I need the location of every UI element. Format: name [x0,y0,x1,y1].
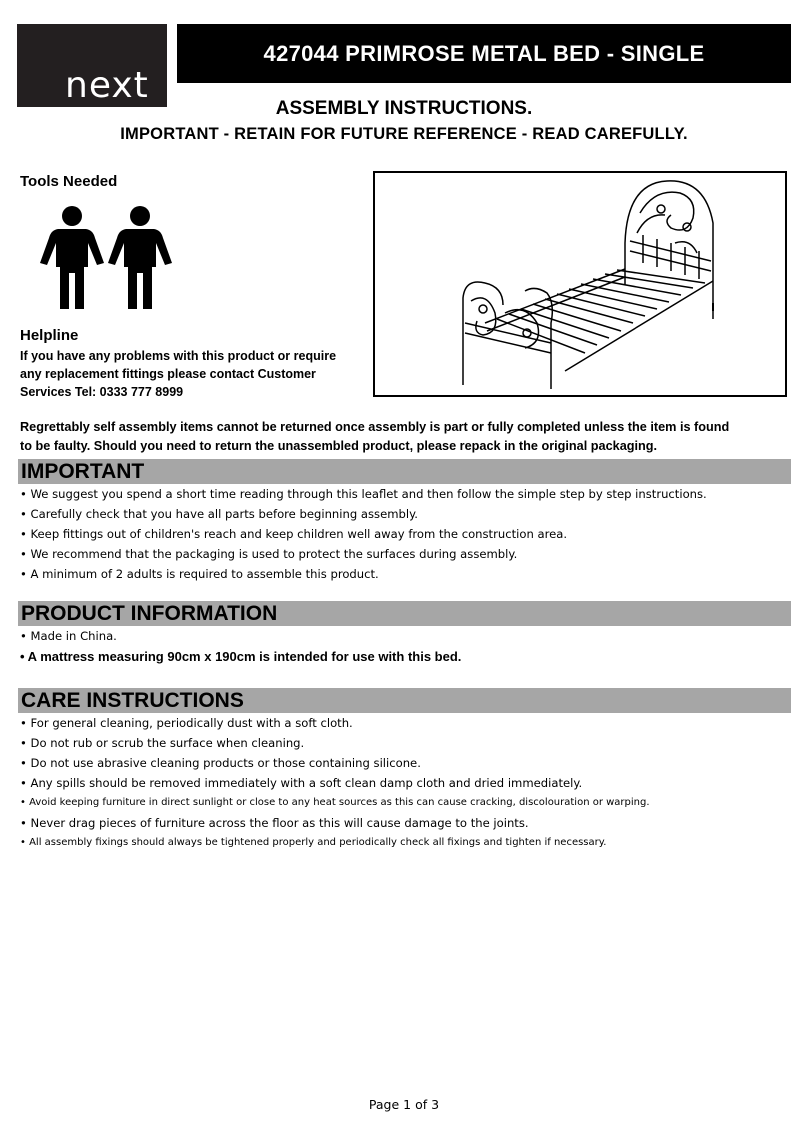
list-item: • Any spills should be removed immediately with a soft clean damp cloth and dried immediately. [20,776,583,790]
logo-text: next [65,65,149,106]
list-item: • Do not rub or scrub the surface when cleaning. [20,736,305,750]
list-item: • All assembly fixings should always be tightened properly and periodically check all fixings and tighten if necessary. [20,837,607,848]
list-item: • Carefully check that you have all parts before beginning assembly. [20,507,418,521]
helpline-title: Helpline [20,327,79,344]
product-information-list [20,626,461,668]
list-item: • A mattress measuring 90cm x 190cm is intended for use with this bed. [20,649,462,664]
return-note-line: Regrettably self assembly items cannot be returned once assembly is part or fully completed unless the item is found [20,420,730,434]
list-item: • Keep fittings out of children's reach and keep children well away from the construction area. [20,527,568,541]
helpline-line: Services Tel: 0333 777 8999 [20,385,184,399]
document-title: 427044 PRIMROSE METAL BED - SINGLE [263,40,705,66]
list-item: • We recommend that the packaging is used to protect the surfaces during assembly. [20,547,518,561]
retain-notice: IMPORTANT - RETAIN FOR FUTURE REFERENCE - READ CAREFULLY. [120,125,688,143]
care-instructions-list [20,713,650,853]
important-section-header [18,459,791,484]
metal-bed-illustration [375,173,785,395]
list-item: • Avoid keeping furniture in direct sunlight or close to any heat sources as this can cause cracking, discolouration or warping. [20,797,650,808]
list-item: • A minimum of 2 adults is required to assemble this product. [20,567,379,581]
section-title: PRODUCT INFORMATION [21,602,278,625]
section-title: IMPORTANT [21,460,145,483]
list-item: • We suggest you spend a short time reading through this leaflet and then follow the simple step by step instructions. [20,487,707,501]
assembly-heading: ASSEMBLY INSTRUCTIONS. [275,98,533,119]
list-item: • Never drag pieces of furniture across the floor as this will cause damage to the joints. [20,816,529,830]
bed-illustration-frame [373,171,787,397]
return-note-line: to be faulty. Should you need to return the unassembled product, please repack in the original packaging. [20,438,658,453]
helpline-line: any replacement fittings please contact Customer [20,367,316,381]
list-item: • Made in China. [20,629,117,643]
return-policy-note [20,418,790,455]
product-information-section-header [18,601,791,626]
person-icon [108,206,172,309]
list-item: • For general cleaning, periodically dust with a soft cloth. [20,716,353,730]
important-list [20,484,707,584]
page-number: Page 1 of 3 [368,1097,440,1112]
helpline-text [20,347,370,401]
care-instructions-section-header [18,688,791,713]
list-item: • Do not use abrasive cleaning products or those containing silicone. [20,756,421,770]
section-title: CARE INSTRUCTIONS [21,689,244,712]
title-bar [177,24,791,83]
brand-logo [17,24,167,107]
person-icon [40,206,104,309]
helpline-line: If you have any problems with this product or require [20,349,337,363]
two-people-icon [38,205,182,311]
tools-needed-title: Tools Needed [20,173,118,190]
